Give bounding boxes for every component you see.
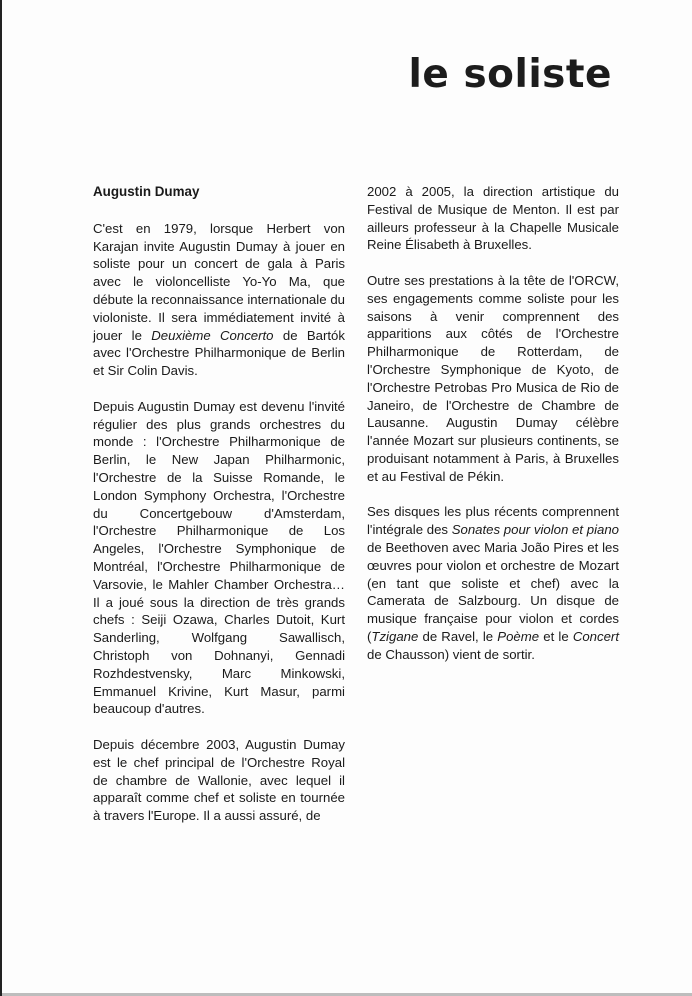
paragraph-text: de Chausson) vient de sortir. (367, 646, 535, 662)
paragraph (93, 398, 345, 718)
paragraph (93, 736, 345, 825)
paragraph (367, 503, 619, 663)
paragraph-text: Ses disques les plus récents comprennent l'intégrale des (367, 504, 619, 538)
paragraph (93, 220, 345, 380)
paragraph (367, 272, 619, 486)
page-title: le soliste (408, 52, 612, 97)
italic-title-text: Poème (497, 628, 540, 644)
paragraph (367, 183, 619, 254)
paragraph-text: Depuis décembre 2003, Augustin Dumay est le chef principal de l'Orchestre Royal de chambre de Wallonie, avec lequel il apparaît comme chef et soliste en tournée à travers l'Europe. Il a aussi assuré, de (93, 736, 345, 824)
right-column (367, 183, 619, 681)
paragraph-text: de Bartók avec l'Orchestre Philharmonique de Berlin et Sir Colin Davis. (93, 327, 345, 379)
watermark (22, 513, 74, 604)
italic-title-text: Concert (572, 628, 619, 644)
italic-title-text: Tzigane (371, 628, 419, 644)
paragraph-text: C'est en 1979, lorsque Herbert von Karajan invite Augustin Dumay à jouer en soliste pour un concert de gala à Paris avec le violoncelliste Yo-Yo Ma, que débute la reconnaissance internationale du violoniste. Il sera immédiatement invité à jouer le (93, 220, 345, 343)
paragraph-text: Depuis Augustin Dumay est devenu l'invité régulier des plus grands orchestres du monde : l'Orchestre Philharmonique de Berlin, le New Japan Philharmonic, l'Orchestre de la Suisse Romande, le London Symphony Orchestra, l'Orchestre du Concertgebouw d'Amsterdam, l'Orchestre Philharmonique de Los Angeles, l'Orchestre Symphonique de Montréal, l'Orchestre Philharmonique de Varsovie, le Mahler Chamber Orchestra… Il a joué sous la direction de très grands chefs : Seiji Ozawa, Charles Dutoit, Kurt Sanderling, Wolfgang Sawallisch, Christoph von Dohnanyi, Gennadi Rozhdestvensky, Marc Minkowski, Emmanuel Krivine, Kurt Masur, parmi beaucoup d'autres. (93, 398, 345, 717)
paragraph-text: 2002 à 2005, la direction artistique du Festival de Musique de Menton. Il est par ailleurs professeur à la Chapelle Musicale Reine Élisabeth à Bruxelles. (367, 184, 619, 253)
italic-title-text: Deuxième Concerto (151, 327, 274, 343)
paragraph-text: et le (539, 628, 573, 644)
paragraph-text: de Beethoven avec Maria João Pires et les œuvres pour violon et orchestre de Mozart (en tant que soliste et chef) avec la Camerata de Salzbourg. Un disque de musique française pour violon et cordes ( (367, 539, 619, 644)
soloist-name-heading: Augustin Dumay (93, 184, 200, 199)
italic-title-text: Sonates pour violon et piano (451, 522, 620, 538)
paragraph-text: de Ravel, le (418, 628, 498, 644)
left-column-body (93, 220, 345, 825)
left-column (93, 183, 345, 843)
right-column-body (367, 183, 619, 664)
paragraph-text: Outre ses prestations à la tête de l'ORCW, ses engagements comme soliste pour les saisons à venir comprennent des apparitions aux côtés de l'Orchestre Philharmonique de Rotterdam, de l'Orchestre Symphonique de Kyoto, de l'Orchestre Petrobas Pro Musica de Rio de Janeiro, de l'Orchestre de Chambre de Lausanne. Augustin Dumay célèbre l'année Mozart sur plusieurs continents, se produisant notamment à Paris, à Bruxelles et au Festival de Pékin. (367, 272, 619, 484)
